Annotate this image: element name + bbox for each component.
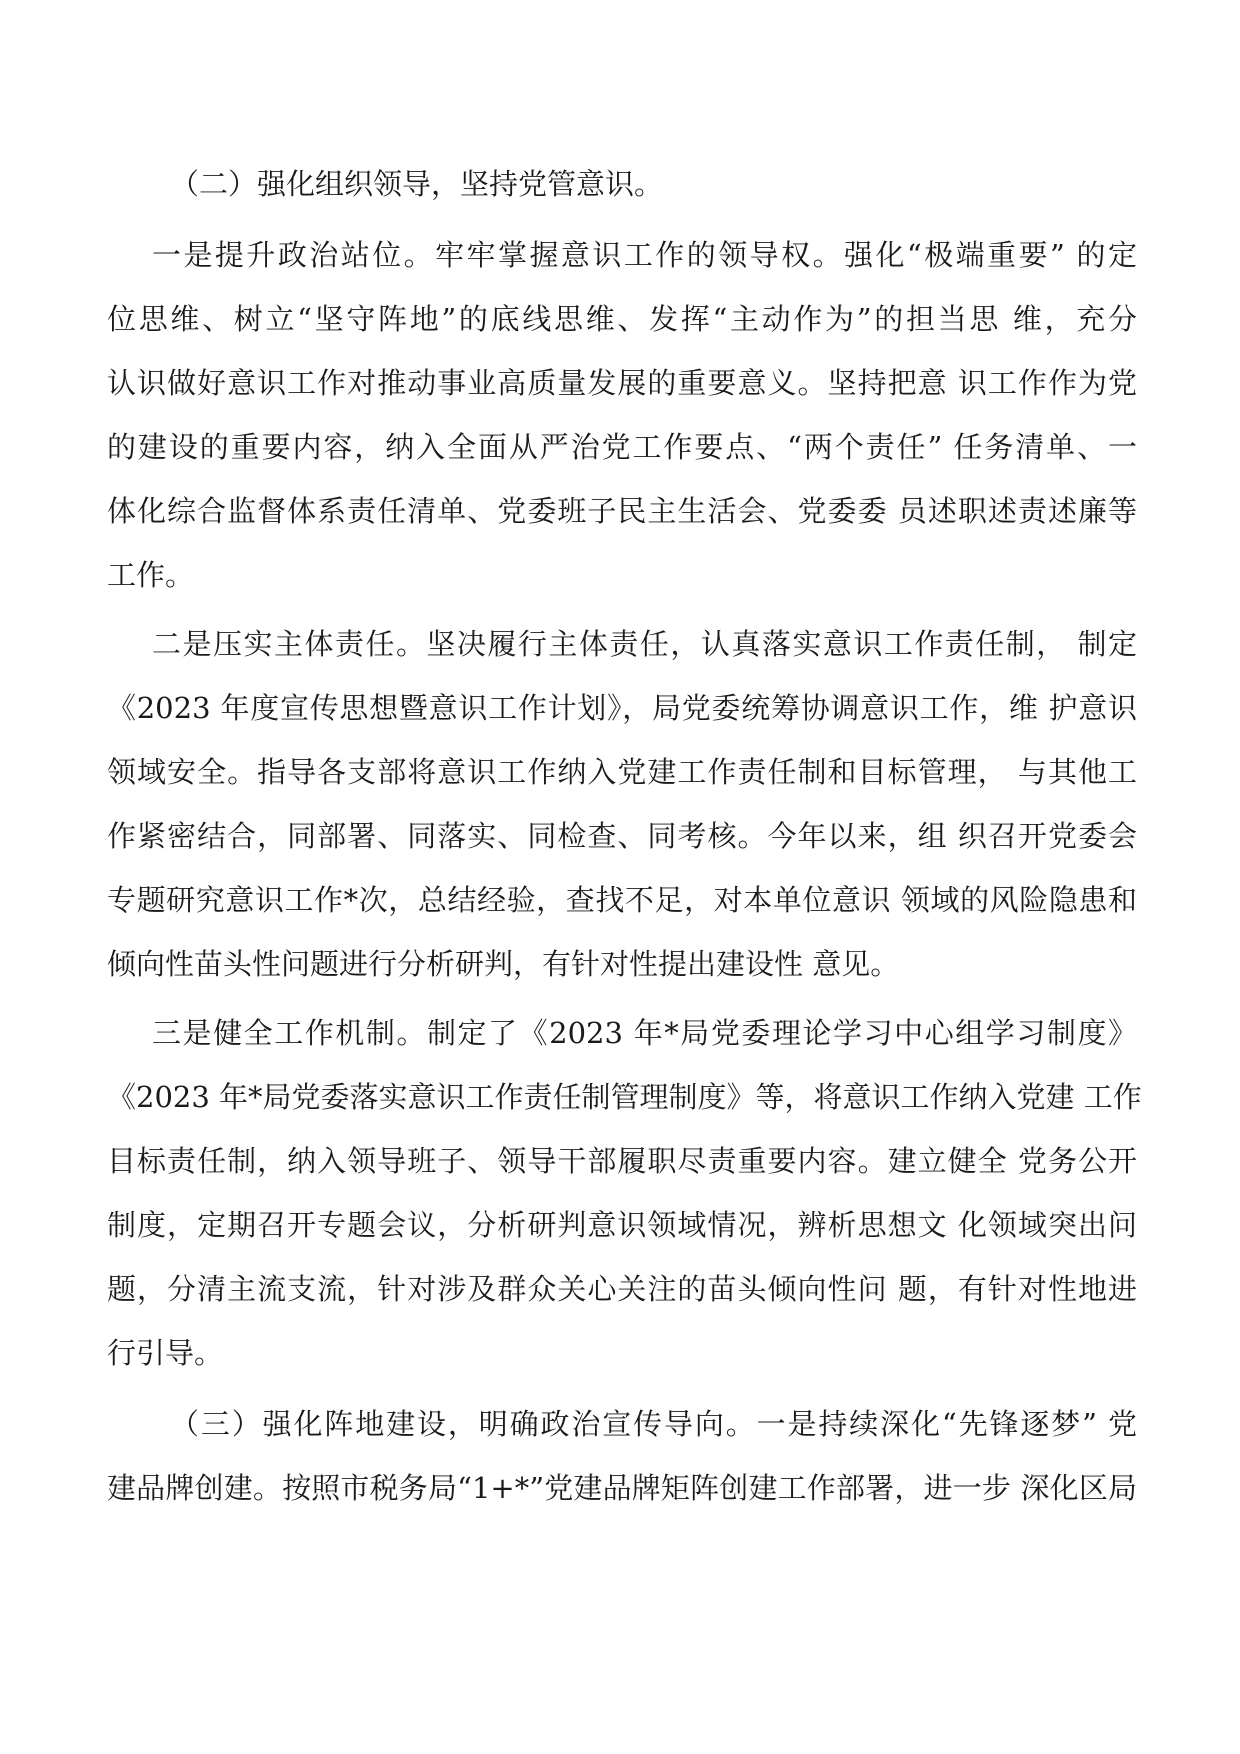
paragraph-line: 《2023 年*局党委落实意识工作责任制管理制度》等，将意识工作纳入党建 工作	[107, 1080, 1142, 1114]
paragraph-line: 认识做好意识工作对推动事业高质量发展的重要意义。坚持把意 识工作作为党	[107, 366, 1137, 400]
paragraph-line: 领域安全。指导各支部将意识工作纳入党建工作责任制和目标管理， 与其他工	[107, 755, 1137, 789]
paragraph-line: 《2023 年度宣传思想暨意识工作计划》，局党委统筹协调意识工作，维 护意识	[107, 691, 1137, 725]
paragraph-line: 专题研究意识工作*次，总结经验，查找不足，对本单位意识 领域的风险隐患和	[107, 883, 1137, 917]
section-heading-3: （三）强化阵地建设，明确政治宣传导向。一是持续深化“先锋逐梦” 党	[170, 1407, 1137, 1441]
paragraph-line: 体化综合监督体系责任清单、党委班子民主生活会、党委委 员述职述责述廉等	[107, 494, 1137, 528]
paragraph-line: 建品牌创建。按照市税务局“1+*”党建品牌矩阵创建工作部署，进一步 深化区局	[107, 1471, 1137, 1505]
paragraph-line: 倾向性苗头性问题进行分析研判，有针对性提出建设性 意见。	[107, 947, 900, 981]
paragraph-line: 题，分清主流支流，针对涉及群众关心关注的苗头倾向性问 题，有针对性地进	[107, 1272, 1137, 1306]
paragraph-line: 位思维、树立“坚守阵地”的底线思维、发挥“主动作为”的担当思 维，充分	[107, 302, 1137, 336]
paragraph-line: 一是提升政治站位。牢牢掌握意识工作的领导权。强化“极端重要” 的定	[152, 238, 1137, 272]
paragraph-line: 制度，定期召开专题会议，分析研判意识领域情况，辨析思想文 化领域突出问	[107, 1208, 1137, 1242]
paragraph-line: 二是压实主体责任。坚决履行主体责任，认真落实意识工作责任制， 制定	[152, 627, 1137, 661]
section-heading-2: （二）强化组织领导，坚持党管意识。	[170, 167, 664, 201]
paragraph-line: 行引导。	[107, 1336, 224, 1370]
paragraph-line: 的建设的重要内容，纳入全面从严治党工作要点、“两个责任” 任务清单、一	[107, 430, 1137, 464]
paragraph-line: 三是健全工作机制。制定了《2023 年*局党委理论学习中心组学习制度》	[152, 1016, 1137, 1050]
paragraph-line: 作紧密结合，同部署、同落实、同检查、同考核。今年以来，组 织召开党委会	[107, 819, 1137, 853]
paragraph-line: 目标责任制，纳入领导班子、领导干部履职尽责重要内容。建立健全 党务公开	[107, 1144, 1137, 1178]
paragraph-line: 工作。	[107, 558, 195, 592]
